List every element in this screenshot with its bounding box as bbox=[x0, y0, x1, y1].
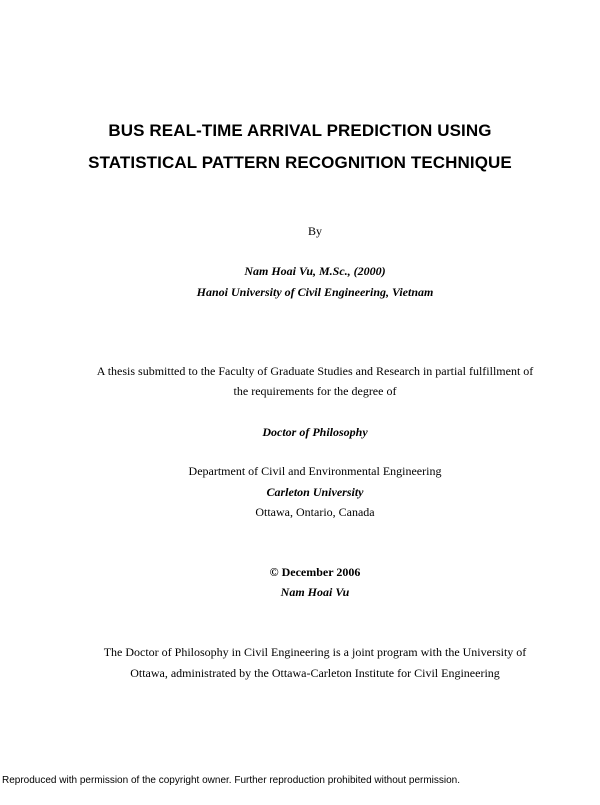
thesis-title-line-1: BUS REAL-TIME ARRIVAL PREDICTION USING bbox=[108, 121, 492, 140]
thesis-title-line-2: STATISTICAL PATTERN RECOGNITION TECHNIQUE bbox=[88, 153, 512, 172]
author-name: Nam Hoai Vu, M.Sc., (2000) bbox=[244, 264, 386, 278]
submission-statement-line-1: A thesis submitted to the Faculty of Graduate Studies and Research in partial fulfillment of bbox=[96, 364, 534, 378]
university-location: Ottawa, Ontario, Canada bbox=[255, 505, 375, 519]
reproduction-notice: Reproduced with permission of the copyright owner. Further reproduction prohibited without permission. bbox=[2, 775, 461, 786]
program-note-line-2: Ottawa, administrated by the Ottawa-Carleton Institute for Civil Engineering bbox=[130, 666, 500, 680]
program-note-line-1: The Doctor of Philosophy in Civil Engineering is a joint program with the University of bbox=[103, 645, 527, 659]
degree-name: Doctor of Philosophy bbox=[262, 425, 368, 439]
department-name: Department of Civil and Environmental Engineering bbox=[188, 464, 442, 478]
author-institution: Hanoi University of Civil Engineering, Vietnam bbox=[196, 285, 434, 299]
submission-statement-line-2: the requirements for the degree of bbox=[233, 384, 397, 398]
by-label: By bbox=[307, 224, 322, 238]
copyright-holder: Nam Hoai Vu bbox=[280, 585, 350, 599]
university-name: Carleton University bbox=[266, 485, 364, 499]
copyright-date: © December 2006 bbox=[269, 565, 361, 579]
